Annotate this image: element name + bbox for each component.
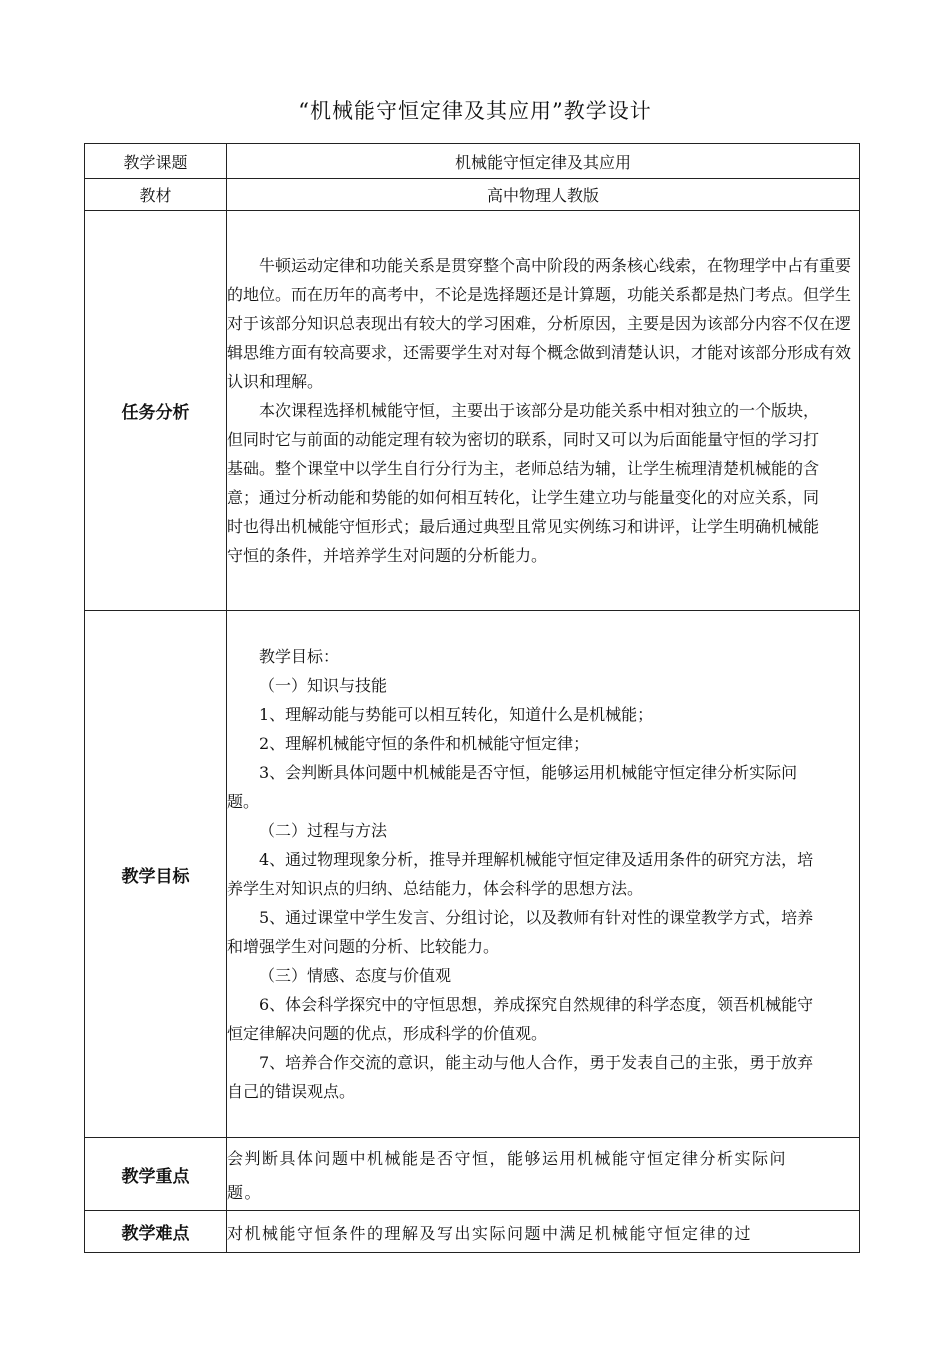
objectives-line: 2、理解机械能守恒的条件和机械能守恒定律； <box>259 734 590 753</box>
row-difficulties <box>85 1211 860 1253</box>
key-points-content <box>227 1138 860 1211</box>
document-title: “机械能守恒定律及其应用”教学设计 <box>298 99 652 123</box>
key-points-label: 教学重点 <box>85 1138 227 1211</box>
row-textbook <box>85 179 860 211</box>
objectives-line: 1、理解动能与势能可以相互转化，知道什么是机械能； <box>259 705 654 724</box>
difficulties-value: 对机械能守恒条件的理解及写出实际问题中满足机械能守恒定律的过 <box>227 1223 753 1243</box>
lesson-plan-table <box>84 143 860 1253</box>
textbook-value: 高中物理人教版 <box>227 179 860 211</box>
objectives-label: 教学目标 <box>85 611 227 1138</box>
objectives-line: 3、会判断具体问题中机械能是否守恒，能够运用机械能守恒定律分析实际问题。 <box>227 763 798 811</box>
row-topic <box>85 144 860 179</box>
task-analysis-label: 任务分析 <box>85 211 227 611</box>
objectives-line: 7、培养合作交流的意识，能主动与他人合作，勇于发表自己的主张，勇于放弃自己的错误观点。 <box>227 1053 814 1101</box>
task-analysis-paragraph-2: 本次课程选择机械能守恒，主要出于该部分是功能关系中相对独立的一个版块，但同时它与前面的动能定理有较为密切的联系，同时又可以为后面能量守恒的学习打基础。整个课堂中以学生自行分行为主，老师总结为辅，让学生梳理清楚机械能的含意；通过分析动能和势能的如何相互转化，让学生建立功与能量变化的对应关系，同时也得出机械能守恒形式；最后通过典型且常见实例练习和讲评，让学生明确机械能守恒的条件，并培养学生对问题的分析能力。 <box>227 401 820 565</box>
topic-label: 教学课题 <box>85 144 227 179</box>
objectives-line: 5、通过课堂中学生发言、分组讨论，以及教师有针对性的课堂教学方式，培养和增强学生对问题的分析、比较能力。 <box>227 908 814 956</box>
topic-value: 机械能守恒定律及其应用 <box>227 144 860 179</box>
objectives-line: 教学目标： <box>259 647 340 666</box>
row-key-points <box>85 1138 860 1211</box>
textbook-label: 教材 <box>85 179 227 211</box>
row-objectives <box>85 611 860 1138</box>
objectives-content <box>227 611 860 1138</box>
task-analysis-paragraph-1: 牛顿运动定律和功能关系是贯穿整个高中阶段的两条核心线索，在物理学中占有重要的地位。而在历年的高考中，不论是选择题还是计算题，功能关系都是热门考点。但学生对于该部分知识总表现出有较大的学习困难，分析原因，主要是因为该部分内容不仅在逻辑思维方面有较高要求，还需要学生对对每个概念做到清楚认识，才能对该部分形成有效认识和理解。 <box>227 256 852 391</box>
objectives-line: （一）知识与技能 <box>259 676 388 695</box>
objectives-line: 4、通过物理现象分析，推导并理解机械能守恒定律及适用条件的研究方法，培养学生对知识点的归纳、总结能力，体会科学的思想方法。 <box>227 850 814 898</box>
objectives-line: 6、体会科学探究中的守恒思想，养成探究自然规律的科学态度，领吾机械能守恒定律解决问题的优点，形成科学的价值观。 <box>227 995 814 1043</box>
difficulties-content <box>227 1211 860 1253</box>
task-analysis-content <box>227 211 860 611</box>
row-task-analysis <box>85 211 860 611</box>
objectives-line: （二）过程与方法 <box>259 821 388 840</box>
objectives-line: （三）情感、态度与价值观 <box>259 966 452 985</box>
key-points-value: 会判断具体问题中机械能是否守恒，能够运用机械能守恒定律分析实际问题。 <box>227 1149 788 1202</box>
difficulties-label: 教学难点 <box>85 1211 227 1253</box>
